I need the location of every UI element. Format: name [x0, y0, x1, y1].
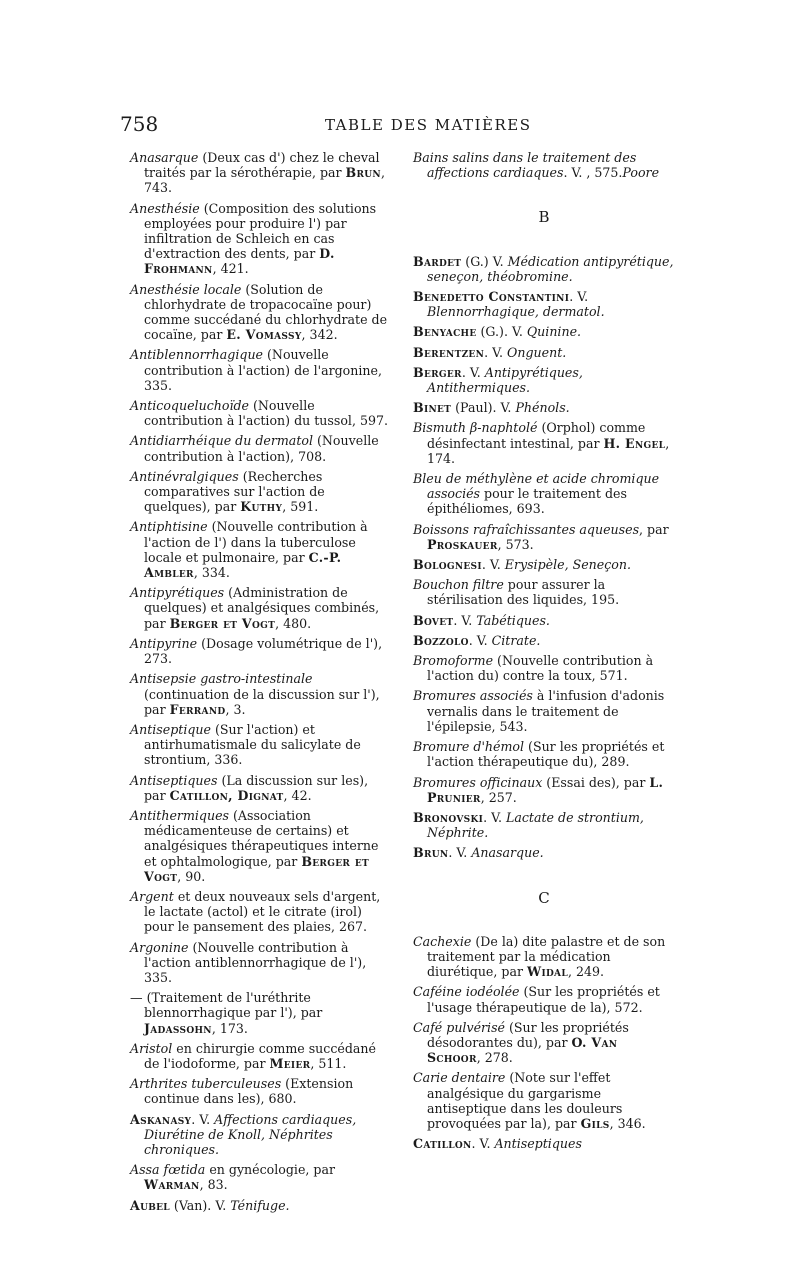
entry-author: Bovet	[413, 612, 454, 628]
entry-term: Citrate.	[491, 632, 541, 648]
entry-author: Berger et Vogt	[144, 853, 369, 884]
index-entry	[413, 254, 675, 284]
entry-term: Bromoforme	[413, 653, 494, 669]
entry-term: Bains salins dans le traitement des affections cardiaques	[413, 150, 637, 181]
entry-author: Bronovski	[413, 809, 484, 825]
entry-text: (Nouvelle contribution à l'action de l') dans la tuberculose locale et pulmonaire, par	[144, 519, 368, 565]
entry-author: Bolognesi	[413, 557, 482, 573]
index-entry	[130, 398, 392, 428]
index-entry	[130, 1076, 392, 1106]
index-entry	[413, 289, 675, 319]
index-entry	[130, 889, 392, 935]
index-entry	[130, 201, 392, 277]
entry-term: Bromure d'hémol	[413, 739, 525, 755]
index-entry	[413, 400, 675, 415]
entry-term: Anesthésie	[130, 200, 200, 216]
entry-text: (La discussion sur les), par	[144, 772, 369, 803]
entry-term: Lactate de strontium, Néphrite.	[427, 809, 644, 841]
entry-text: , 743.	[144, 165, 385, 196]
entry-text: , 174.	[427, 435, 670, 466]
entry-text: (Solution de chlorhydrate de tropacocaïne pour) comme succédané du chlorhydrate de cocaïne, par	[144, 281, 388, 343]
entry-term: Aristol	[130, 1040, 173, 1056]
entry-author: D. Frohmann	[144, 246, 335, 277]
entry-text: , 334.	[193, 565, 230, 581]
entry-text: (G.) V.	[461, 253, 508, 269]
index-entry	[130, 585, 392, 631]
entry-term: Anticoqueluchoïde	[130, 398, 249, 414]
entry-term: Antipyrétiques, Antithermiques.	[427, 364, 583, 396]
entry-term: Antiseptique	[130, 721, 211, 737]
entry-term: Poore	[622, 165, 660, 181]
entry-term: Assa fœtida	[130, 1162, 206, 1178]
entry-term: Antiseptiques	[494, 1136, 582, 1152]
entry-term: Boissons rafraîchissantes aqueuses	[413, 521, 640, 537]
index-entry	[413, 845, 675, 860]
index-entry	[130, 808, 392, 884]
entry-author: Binet	[413, 400, 452, 416]
entry-text: , par	[639, 521, 669, 537]
entry-text: , 480.	[275, 615, 312, 631]
entry-text: , 342.	[301, 327, 338, 343]
entry-text: (Administration de quelques) et analgésiques combinés, par	[144, 585, 380, 631]
running-title: TABLE DES MATIÈRES	[325, 116, 532, 134]
entry-text: , 278.	[476, 1050, 513, 1066]
entry-text: . V.	[483, 809, 506, 825]
index-entry	[413, 810, 675, 840]
entry-author: H. Engel	[603, 435, 666, 451]
entry-term: Antinévralgiques	[130, 468, 239, 484]
entry-author: Berentzen	[413, 344, 485, 360]
entry-term: Phénols.	[515, 400, 570, 416]
entry-text: . V.	[191, 1111, 215, 1127]
entry-text: (De la) dite palastre et de son traitement par la médication diurétique, par	[427, 933, 666, 980]
entry-text: (Paul). V.	[451, 400, 516, 416]
index-entry	[413, 365, 675, 395]
entry-author: Jadassohn	[144, 1020, 212, 1036]
index-entry	[413, 984, 675, 1014]
index-entry	[413, 1070, 675, 1131]
index-entry	[413, 633, 675, 648]
index-entry	[130, 347, 392, 393]
entry-text: , 575.	[586, 165, 623, 181]
index-entry	[130, 1112, 392, 1158]
entry-term: Antiseptiques	[130, 772, 218, 788]
entry-text: pour assurer la stérilisation des liquides, 195.	[427, 577, 620, 608]
entry-text: (Sur l'action) et antirhumatismale du salicylate de strontium, 336.	[144, 721, 361, 768]
entry-text: . V.	[471, 1136, 495, 1152]
entry-author: Catillon	[413, 1136, 472, 1152]
entry-term: Bleu de méthylène et acide chromique associés	[413, 471, 660, 502]
entry-author: Benedetto Constantini	[413, 289, 570, 305]
entry-text: . V.	[461, 364, 485, 380]
entry-text: , 173.	[211, 1020, 248, 1036]
entry-term: Quinine.	[526, 324, 582, 340]
entry-term: Anasarque.	[471, 845, 544, 861]
entry-term: Antiphtisine	[130, 519, 208, 535]
entry-text: . V.	[569, 289, 589, 305]
entry-text: (Composition des solutions employées pour produire l') par infiltration de Schleich en cas d'extraction des dents, par	[144, 200, 377, 262]
entry-term: Antisepsie gastro-intestinale	[130, 671, 313, 687]
entry-text: (Extension continue dans les), 680.	[144, 1076, 354, 1107]
entry-term: Bromures associés	[413, 688, 533, 704]
entry-text: pour le traitement des épithéliomes, 693.	[427, 486, 627, 517]
entry-text: . V.	[484, 344, 508, 360]
index-entry	[130, 671, 392, 717]
index-entry	[413, 471, 675, 517]
entry-term: Antiblennorrhagique	[130, 347, 264, 363]
entry-text: (Van). V.	[169, 1197, 231, 1213]
entry-author: E. Vomassy	[226, 327, 302, 343]
entry-text: (Sur les propriétés et l'usage thérapeutique de la), 572.	[427, 984, 660, 1015]
entry-text: , 42.	[283, 787, 312, 803]
entry-term: Affections cardiaques, Diurétine de Knoll, Néphrites chroniques.	[144, 1111, 357, 1157]
index-entry	[413, 1020, 675, 1066]
entry-term: Onguent.	[507, 344, 567, 360]
index-entry	[130, 722, 392, 768]
right-column	[413, 150, 675, 1156]
entry-text: , 511.	[310, 1055, 347, 1071]
entry-text: (Recherches comparatives sur l'action de quelques), par	[144, 468, 325, 515]
entry-author: Meier	[269, 1055, 311, 1071]
index-entry	[130, 282, 392, 343]
entry-text: et deux nouveaux sels d'argent, le lactate (actol) et le citrate (irol) pour le pansement des plaies, 267.	[144, 888, 381, 935]
entry-term: Bromures officinaux	[413, 774, 543, 790]
entry-text: , 591.	[282, 499, 319, 515]
entry-term: Anasarque	[130, 150, 199, 165]
entry-text: , 249.	[567, 964, 605, 980]
entry-text: . V.	[563, 165, 587, 181]
entry-term: Antithermiques	[130, 807, 229, 823]
section-letter-b: B	[538, 208, 550, 227]
entry-author: Berger et Vogt	[169, 615, 276, 631]
entry-text: (continuation de la discussion sur l'), par	[144, 686, 380, 717]
entry-text: (G.). V.	[476, 324, 527, 340]
entry-term: Tabétiques.	[476, 612, 550, 628]
entry-term: Antipyrétiques	[130, 585, 225, 601]
entry-text: . V.	[448, 845, 472, 861]
index-entry	[130, 940, 392, 986]
entry-author: L. Prunier	[427, 774, 664, 805]
page-header	[120, 112, 690, 142]
index-entry	[413, 522, 675, 552]
entry-text: (Note sur l'effet analgésique du gargarisme antiseptique dans les douleurs provoquées par la), par	[427, 1070, 623, 1131]
entry-author: Bozzolo	[413, 632, 469, 648]
entry-text: (Essai des), par	[542, 774, 650, 790]
entry-author: Berger	[413, 364, 462, 380]
entry-text: (Sur les propriétés et l'action thérapeutique du), 289.	[427, 739, 665, 770]
entry-term: Argonine	[130, 939, 189, 955]
index-entry	[413, 775, 675, 805]
entry-term: Carie dentaire	[413, 1070, 506, 1086]
index-entry	[130, 990, 392, 1036]
entry-text: — (Traitement de l'uréthrite blennorrhagique par l'), par	[130, 990, 323, 1021]
entry-term: Cachexie	[413, 933, 472, 949]
entry-author: Aubel	[130, 1197, 170, 1213]
entry-author: O. Van Schoor	[427, 1034, 618, 1066]
entry-author: Ferrand	[169, 701, 226, 717]
entry-text: , 3.	[225, 701, 246, 717]
entry-text: (Sur les propriétés désodorantes du), par	[427, 1019, 629, 1050]
index-entry	[413, 934, 675, 980]
index-entry	[130, 1162, 392, 1192]
entry-text: (Orphol) comme désinfectant intestinal, par	[427, 420, 646, 451]
index-entry	[413, 739, 675, 769]
entry-term: Antipyrine	[130, 635, 198, 651]
entry-term: Café pulvérisé	[413, 1019, 505, 1035]
entry-term: Arthrites tuberculeuses	[130, 1076, 282, 1092]
entry-author: Bardet	[413, 253, 462, 269]
entry-term: Argent	[130, 888, 174, 904]
entry-author: Benyache	[413, 324, 477, 340]
index-entry	[413, 653, 675, 683]
index-entry	[413, 345, 675, 360]
section-letter-c: C	[538, 888, 550, 907]
page-number: 758	[120, 112, 159, 136]
entry-text: à l'infusion d'adonis vernalis dans le traitement de l'épilepsie, 543.	[427, 688, 665, 734]
entry-text: en chirurgie comme succédané de l'iodoforme, par	[144, 1040, 376, 1071]
entry-author: C.-P. Ambler	[144, 549, 342, 581]
index-entry	[413, 688, 675, 734]
entry-text: , 257.	[480, 789, 517, 805]
entry-text: (Nouvelle contribution à l'action antiblennorrhagique de l'), 335.	[144, 939, 367, 985]
entry-text: , 346.	[609, 1115, 646, 1131]
index-entry	[130, 773, 392, 803]
entry-term: Anesthésie locale	[130, 281, 242, 297]
entry-term: Blennorrhagique, dermatol.	[427, 304, 605, 320]
entry-author: Brun	[413, 845, 449, 861]
entry-author: Gils	[580, 1115, 610, 1131]
index-entry	[130, 519, 392, 580]
entry-text: (Nouvelle contribution à l'action) de l'argonine, 335.	[144, 347, 382, 393]
index-entry	[413, 324, 675, 339]
index-entry	[413, 577, 675, 607]
entry-text: , 90.	[177, 868, 206, 884]
entry-text: (Dosage volumétrique de l'), 273.	[144, 635, 383, 667]
entry-author: Widal	[527, 964, 568, 980]
entry-term: Erysipèle, Seneçon.	[504, 557, 631, 573]
entry-author: Brun	[345, 165, 381, 181]
entry-text: (Nouvelle contribution à l'action) du tussol, 597.	[144, 398, 389, 429]
index-entry	[413, 150, 675, 180]
entry-text: (Nouvelle contribution à l'action du) contre la toux, 571.	[427, 653, 654, 684]
entry-term: Bouchon filtre	[413, 577, 504, 593]
entry-text: (Association médicamenteuse de certains) et analgésiques thérapeutiques interne et ophtalmologique, par	[144, 807, 379, 869]
index-entry	[130, 433, 392, 463]
entry-text: . V.	[453, 612, 477, 628]
entry-author: Kuthy	[240, 499, 283, 515]
entry-term: Médication antipyrétique, seneçon, théobromine.	[427, 253, 674, 284]
index-entry	[130, 150, 392, 196]
entry-author: Askanasy	[130, 1111, 192, 1127]
entry-text: , 573.	[497, 536, 534, 552]
entry-text: . V.	[468, 632, 492, 648]
index-entry	[130, 469, 392, 515]
index-entry	[413, 1136, 675, 1151]
index-entry	[130, 1041, 392, 1071]
index-entry	[413, 557, 675, 572]
index-entry	[130, 636, 392, 666]
entry-term: Caféine iodéolée	[413, 984, 520, 1000]
entry-author: Catillon, Dignat	[169, 787, 284, 803]
entry-term: Ténifuge.	[230, 1197, 290, 1213]
entry-text: , 421.	[212, 261, 249, 277]
entry-author: Warman	[144, 1177, 200, 1193]
entry-text: (Deux cas d') chez le cheval traités par la sérothérapie, par	[144, 150, 380, 181]
entry-author: Proskauer	[427, 536, 498, 552]
entry-text: en gynécologie, par	[205, 1162, 336, 1178]
entry-text: . V.	[481, 557, 505, 573]
index-entry	[413, 420, 675, 466]
entry-text: (Nouvelle contribution à l'action), 708.	[144, 433, 379, 464]
index-entry	[130, 1198, 392, 1213]
index-entry	[413, 613, 675, 628]
entry-text: , 83.	[199, 1177, 228, 1193]
left-column	[130, 150, 392, 1218]
entry-term: Bismuth β-naphtolé	[413, 420, 538, 436]
entry-term: Antidiarrhéique du dermatol	[130, 433, 313, 449]
